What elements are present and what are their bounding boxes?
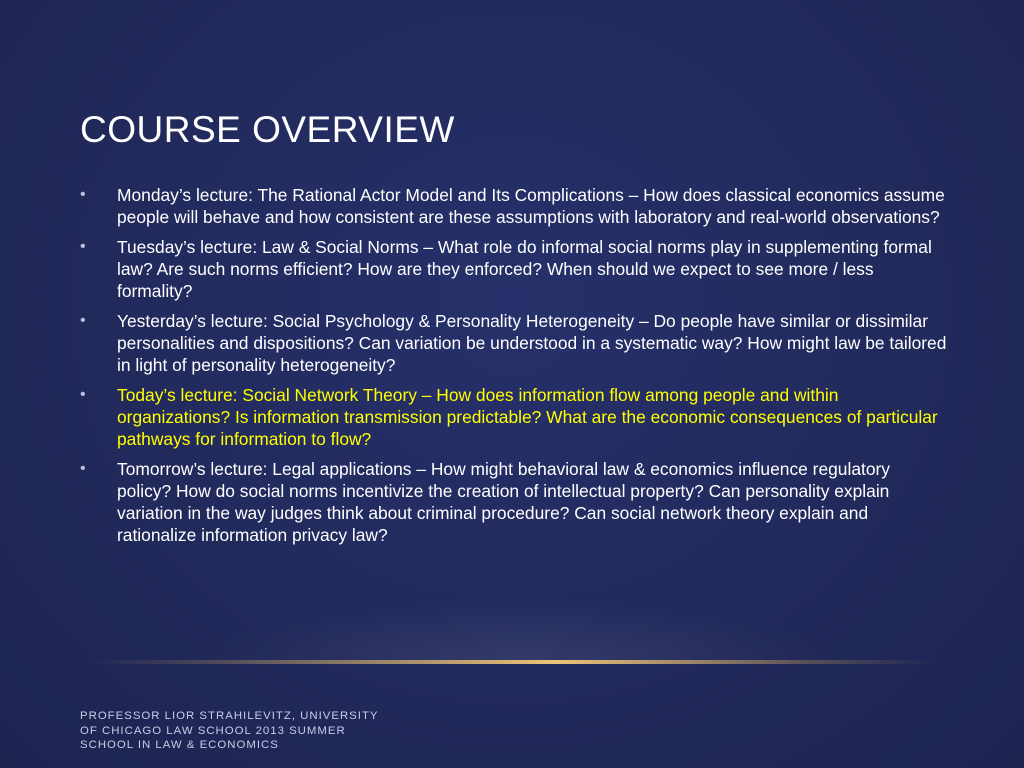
bullet-list: [78, 184, 948, 554]
bullet-text: Tuesday’s lecture: Law & Social Norms – What role do informal social norms play in supplementing formal law? Are such norms efficient? How are they enforced? When should we expect to see more / less formality?: [117, 237, 932, 301]
bullet-text: Tomorrow’s lecture: Legal applications – How might behavioral law & economics influence regulatory policy? How do social norms incentivize the creation of intellectual property? Can personality explain variation in the way judges think about criminal procedure? Can social network theory explain and rationalize information privacy law?: [117, 459, 890, 545]
bullet-marker: •: [80, 312, 86, 329]
slide-footer: PROFESSOR LIOR STRAHILEVITZ, UNIVERSITY OF CHICAGO LAW SCHOOL 2013 SUMMER SCHOOL IN LAW & ECONOMICS: [80, 710, 379, 751]
divider-glow: [200, 600, 840, 660]
divider-line: [90, 660, 934, 664]
slide-title: COURSE OVERVIEW: [80, 109, 455, 150]
bullet-text: Today’s lecture: Social Network Theory – How does information flow among people and within organizations? Is information transmission predictable? What are the economic consequences of particular pathways for information to flow?: [117, 385, 938, 449]
bullet-marker: •: [80, 386, 86, 403]
bullet-item-today: [78, 384, 948, 450]
bullet-marker: •: [80, 238, 86, 255]
bullet-item-tuesday: [78, 236, 948, 302]
bullet-item-monday: [78, 184, 948, 228]
bullet-marker: •: [80, 460, 86, 477]
bullet-marker: •: [80, 186, 86, 203]
bullet-item-yesterday: [78, 310, 948, 376]
bullet-item-tomorrow: [78, 458, 948, 546]
bullet-text: Monday’s lecture: The Rational Actor Model and Its Complications – How does classical economics assume people will behave and how consistent are these assumptions with laboratory and real-world observations?: [117, 185, 945, 227]
bullet-text: Yesterday’s lecture: Social Psychology & Personality Heterogeneity – Do people have similar or dissimilar personalities and dispositions? Can variation be understood in a systematic way? How might law be tailored in light of personality heterogeneity?: [117, 311, 947, 375]
